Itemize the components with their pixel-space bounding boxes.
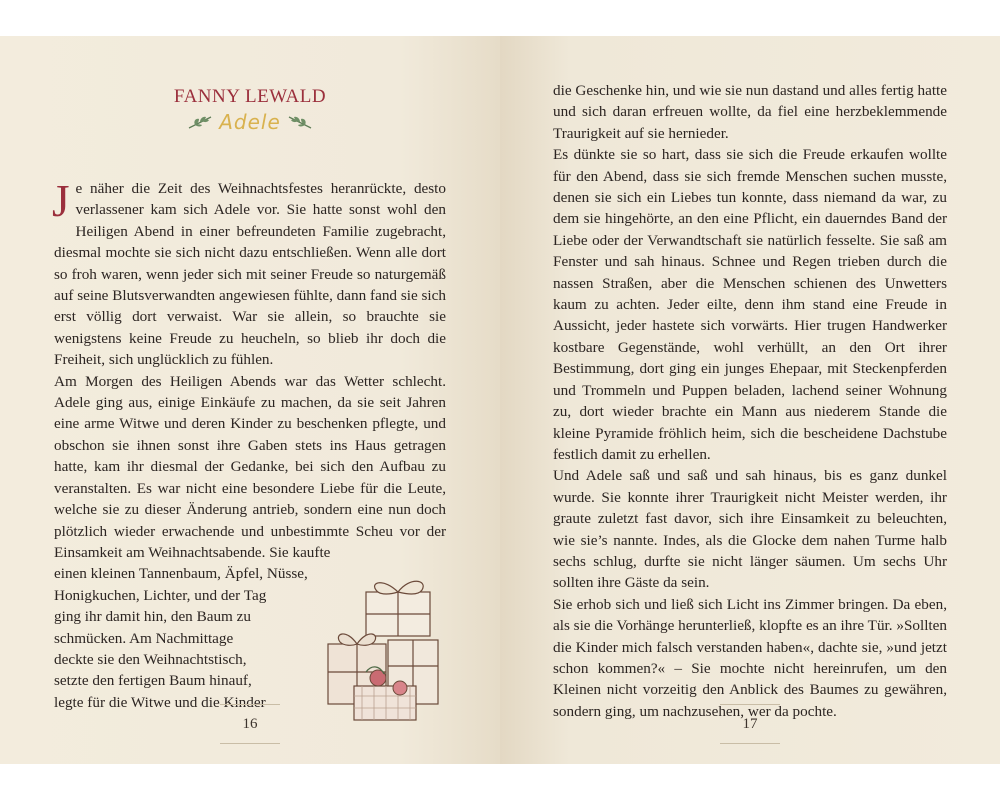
text-line: setzte den fertigen Baum hinauf, — [54, 672, 252, 690]
right-body-text — [553, 80, 947, 722]
paragraph: Sie erhob sich und ließ sich Licht ins Zimmer bringen. Da eben, als sie die Vorhänge herunterließ, klopfte es an ihre Tür. »Sollten die Kinder mich falsch verstanden haben«, dachte sie, »und jetzt schon kommen?« – Sie mochte nicht hereinrufen, um den Kleinen nicht vorzeitig den Anblick des Baumes zu gewähren, sondern ging, um nachzusehen, wer da pochte. — [553, 595, 947, 720]
page-number: 16 — [242, 716, 258, 732]
right-page — [500, 36, 1000, 764]
paragraph: Es dünkte sie so hart, dass sie sich die Freude erkaufen wollte für den Abend, dass sie sich fremde Menschen suchen musste, denen sie sich ein Liebes tun konnte, dass niemand da war, zu dem sie hingehörte, an den eine Pflicht, ein dauerndes Band der Liebe oder der Verwandtschaft sie natürlich fesselte. Sie saß am Fenster und sah hinaus. Schnee und Regen trieben durch die nassen Straßen, aber die Menschen schienen des Unwetters kaum zu achten. Jeder eilte, denn ihm stand eine Freude in Aussicht, jeder hastete sich vorwärts. Hier trugen Handwerker kostbare Gegenstände, wohl verhüllt, an den Ort ihrer Bestimmung, dort ging ein junges Ehepaar, mit Steckenpferden und Trommeln und Puppen beladen, lachend seiner Wohnung zu, dort wieder brachte ein Mann aus niederem Stande die kleine Pyramide fröhlich heim, sich die bescheidene Dachstube festlich damit zu erhellen. — [553, 146, 947, 463]
text-line: Honigkuchen, Lichter, und der Tag — [54, 586, 267, 604]
book-spread — [0, 36, 1000, 764]
holly-sprig-icon — [287, 113, 313, 131]
left-page — [0, 36, 500, 764]
holly-sprig-icon — [187, 113, 213, 131]
author-name: FANNY LEWALD — [173, 86, 327, 107]
paragraph: Am Morgen des Heiligen Abends war das Wetter schlecht. Adele ging aus, einige Einkäufe zu machen, da sie seit Jahren eine arme Witwe und deren Kinder zu beschenken pflegte, und obschon sie ihnen sonst ihre Gaben stets ins Haus getragen hatte, kam ihr diesmal der Gedanke, bei sich den Aufbau zu veranstalten. Es war nicht eine besondere Liebe für die Leute, welche sie zu dieser Änderung antrieb, sondern eine nun doch plötzlich wieder erwachende und unbestimmte Scheu vor der Einsamkeit am Weihnachtsabende. Sie kaufte — [54, 372, 446, 561]
text-line: ging ihr damit hin, den Baum zu — [54, 608, 251, 626]
drop-cap: J — [52, 176, 70, 226]
story-title: Adele — [219, 110, 281, 134]
text-line: legte für die Witwe und die Kinder — [54, 693, 266, 711]
story-title-row — [0, 110, 500, 134]
text-line: deckte sie den Weihnachtstisch, — [54, 650, 247, 668]
text-line: einen kleinen Tannenbaum, Äpfel, Nüsse, — [54, 565, 308, 583]
paragraph-text: e näher die Zeit des Weihnachtsfestes heranrückte, desto verlassener kam sich Adele vor. Sie hatte sonst wohl den Heiligen Abend in einer befreundeten Familie zugebracht, diesmal mochte sie sich nicht dazu entschließen. Wenn alle dort so froh waren, wenn jeder sich mit seiner Freude so naturgemäß auf seine Blutsverwandten angewiesen fühlte, dann fand sie sich erst völlig dort verwaist. War sie allein, so brauchte sie wenigstens keine Freude zu heucheln, so blieb ihr doch die Freiheit, sich unglücklich zu fühlen. — [54, 180, 446, 369]
paragraph: die Geschenke hin, und wie sie nun dastand und alles fertig hatte und sich daran erfreuen wollte, da fiel eine herzbeklemmende Traurigkeit auf sie hernieder. — [553, 82, 947, 142]
page-number: 17 — [742, 716, 758, 732]
paragraph — [54, 178, 446, 371]
text-line: schmücken. Am Nachmittage — [54, 629, 234, 647]
gift-boxes-illustration — [318, 556, 446, 726]
paragraph: Und Adele saß und saß und sah hinaus, bis es ganz dunkel wurde. Sie konnte ihrer Traurigkeit nicht Meister werden, ihr graute zuletzt fast davor, sich ihre Einsamkeit zu beleuchten, wie sie’s nannte. Indes, als die Glocke dem nahen Turme halb sechs schlug, durfte sie nicht länger säumen. Um sechs Uhr sollten ihre Gäste da sein. — [553, 467, 947, 592]
